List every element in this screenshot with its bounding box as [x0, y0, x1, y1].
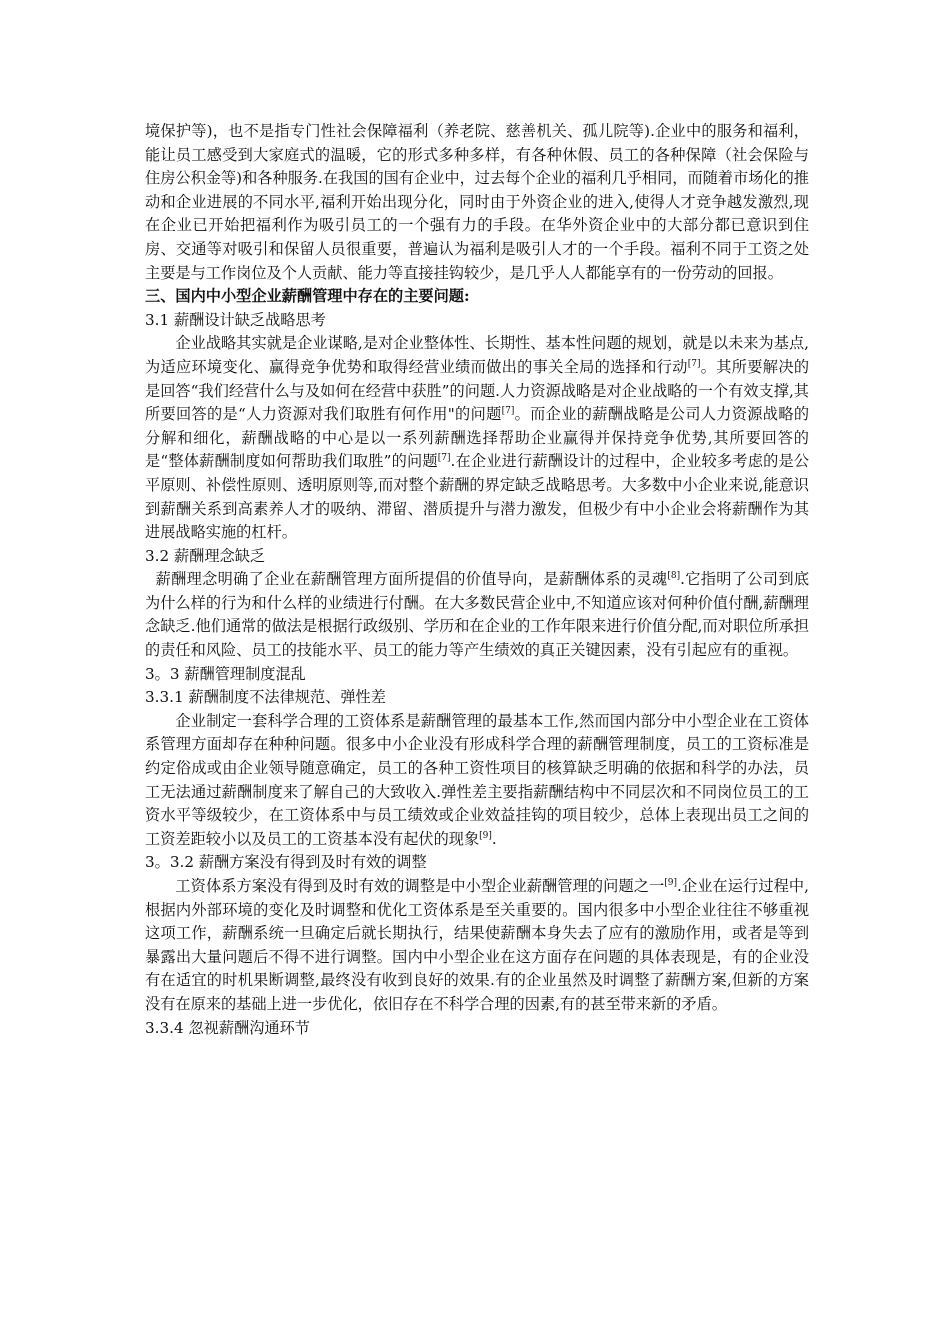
- citation-ref: [9]: [479, 830, 492, 841]
- document-body: [145, 120, 809, 1040]
- paragraph-3-2: 薪酬理念明确了企业在薪酬管理方面所提倡的价值导向，是薪酬体系的灵魂[8].它指明了公司到底为什么样的行为和什么样的业绩进行付酬。在大多数民营企业中,不知道应该对何种价值付酬,薪酬理念缺乏.他们通常的做法是根据行政级别、学历和在企业的工作年限来进行价值分配,而对职位所承担的责任和风险、员工的技能水平、员工的能力等产生绩效的真正关键因素，没有引起应有的重视。: [145, 570, 810, 660]
- subheading-3-3-2: 3。3.2 薪酬方案没有得到及时有效的调整: [145, 853, 427, 872]
- citation-ref: [7]: [687, 358, 701, 369]
- citation-ref: [8]: [667, 571, 681, 582]
- subheading-3-2: 3.2 薪酬理念缺乏: [145, 546, 266, 565]
- paragraph-welfare: 境保护等)，也不是指专门性社会保障福利（养老院、慈善机关、孤儿院等).企业中的服务和福利，能让员工感受到大家庭式的温暖，它的形式多种多样，有各种休假、员工的各种保障（社会保险与住房公积金等)和各种服务.在我国的国有企业中，过去每个企业的福利几乎相同，而随着市场化的推动和企业进展的不同水平,福利开始出现分化，同时由于外资企业的进入,使得人才竞争越发激烈,现在企业已开始把福利作为吸引员工的一个强有力的手段。在华外资企业中的大部分都已意识到住房、交通等对吸引和保留人员很重要，普遍认为福利是吸引人才的一个手段。福利不同于工资之处主要是与工作岗位及个人贡献、能力等直接挂钩较少，是几乎人人都能享有的一份劳动的回报。: [145, 122, 809, 282]
- citation-ref: [7]: [501, 406, 515, 417]
- citation-ref: [7]: [437, 453, 451, 464]
- subheading-3-3-4: 3.3.4 忽视薪酬沟通环节: [145, 1018, 310, 1037]
- citation-ref: [9]: [664, 877, 678, 888]
- subheading-3-3-1: 3.3.1 薪酬制度不法律规范、弹性差: [145, 688, 386, 707]
- paragraph-3-3-2: 工资体系方案没有得到及时有效的调整是中小型企业薪酬管理的问题之一[9].企业在运行过程中,根据内外部环境的变化及时调整和优化工资体系是至关重要的。国内很多中小型企业往往不够重视这项工作，薪酬系统一旦确定后就长期执行，结果使薪酬本身失去了应有的激励作用，或者是等到暴露出大量问题后不得不进行调整。国内中小型企业在这方面存在问题的具体表现是，有的企业没有在适宜的时机果断调整,最终没有收到良好的效果.有的企业虽然及时调整了薪酬方案,但新的方案没有在原来的基础上进一步优化，依旧存在不科学合理的因素,有的甚至带来新的矛盾。: [145, 877, 809, 1013]
- subheading-3-3: 3。3 薪酬管理制度混乱: [145, 664, 306, 683]
- paragraph-3-1: 企业战略其实就是企业谋略,是对企业整体性、长期性、基本性问题的规划，就是以未来为基点,为适应环境变化、赢得竞争优势和取得经营业绩而做出的事关全局的选择和行动[7]。其所要解决的是回答“我们经营什么与及如何在经营中获胜”的问题.人力资源战略是对企业战略的一个有效支撑,其所要回答的是“人力资源对我们取胜有何作用"的问题[7]。而企业的薪酬战略是公司人力资源战略的分解和细化，薪酬战略的中心是以一系列薪酬选择帮助企业赢得并保持竞争优势,其所要回答的是“整体薪酬制度如何帮助我们取胜”的问题[7].在企业进行薪酬设计的过程中，企业较多考虑的是公平原则、补偿性原则、透明原则等,而对整个薪酬的界定缺乏战略思考。大多数中小企业来说,能意识到薪酬关系到高素养人才的吸纳、滞留、潜质提升与潜力激发，但极少有中小企业会将薪酬作为其进展战略实施的杠杆。: [145, 334, 810, 542]
- paragraph-3-3-1: 企业制定一套科学合理的工资体系是薪酬管理的最基本工作,然而国内部分中小型企业在工资体系管理方面却存在种种问题。很多中小企业没有形成科学合理的薪酬管理制度，员工的工资标准是约定俗成或由企业领导随意确定，员工的各种工资性项目的核算缺乏明确的依据和科学的办法，员工无法通过薪酬制度来了解自己的大致收入.弹性差主要指薪酬结构中不同层次和不同岗位员工的工资水平等级较少，在工资体系中与员工绩效或企业效益挂钩的项目较少，总体上表现出员工之间的工资差距较小以及员工的工资基本没有起伏的现象[9].: [145, 711, 809, 848]
- section-heading-3: 三、国内中小型企业薪酬管理中存在的主要问题:: [145, 287, 470, 306]
- subheading-3-1: 3.1 薪酬设计缺乏战略思考: [145, 310, 326, 329]
